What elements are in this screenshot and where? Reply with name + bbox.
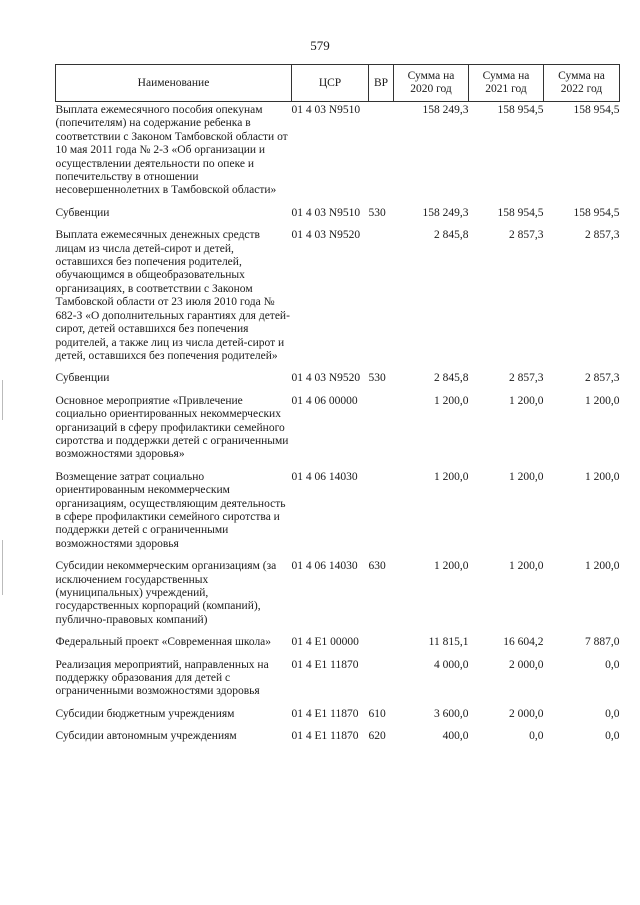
header-name: Наименование [56,65,292,102]
cell-sum-2020: 2 845,8 [434,229,469,242]
cell-sum-2021: 2 857,3 [509,372,544,385]
cell-vr [369,469,394,558]
cell-csr: 01 4 03 N9520 [291,229,361,242]
header-vr: ВР [369,65,394,102]
table-row [56,558,620,634]
table-body [56,102,620,751]
cell-csr: 01 4 06 14030 [291,470,358,483]
table-row [56,102,620,205]
cell-sum-2021: 2 000,0 [509,658,544,671]
cell-name: Возмещение затрат социально ориентированным некоммерческим организациям, осуществляющим деятельность в сфере профилактики семейного сиротства и поддержки детей с ограниченными возможностями здоровья [55,470,286,550]
cell-sum-2022: 1 200,0 [585,560,620,573]
cell-sum-2022: 1 200,0 [585,394,620,407]
cell-vr: 610 [368,707,386,720]
cell-vr [369,102,394,205]
cell-csr: 01 4 03 N9510 [291,104,361,116]
cell-name: Субсидии бюджетным учреждениям [55,707,235,720]
cell-sum-2020: 4 000,0 [434,658,469,671]
cell-sum-2020: 2 845,8 [434,372,469,385]
cell-name: Основное мероприятие «Привлечение социально ориентированных некоммерческих организаций в сферу профилактики семейного сиротства и поддержки детей с ограниченными возможностями здоровья» [55,394,289,461]
scan-margin-mark [2,380,3,420]
cell-sum-2022: 158 954,5 [573,206,620,219]
cell-sum-2021: 1 200,0 [509,470,544,483]
header-sum-2021: Сумма на 2021 год [469,65,544,102]
cell-name: Федеральный проект «Современная школа» [55,636,272,649]
cell-sum-2020: 3 600,0 [434,707,469,720]
cell-sum-2021: 0,0 [529,730,544,743]
cell-vr: 530 [368,206,386,219]
cell-csr: 01 4 03 N9510 [291,206,361,219]
cell-csr: 01 4 E1 11870 [291,730,359,743]
cell-sum-2022: 2 857,3 [585,229,620,242]
cell-name: Субвенции [55,206,110,219]
cell-sum-2022: 0,0 [605,707,620,720]
cell-name: Субвенции [55,372,110,385]
table-row [56,657,620,706]
cell-csr: 01 4 06 00000 [291,394,358,407]
scan-margin-mark [2,540,3,595]
cell-vr: 630 [368,560,386,573]
table-row [56,469,620,558]
cell-sum-2020: 400,0 [442,730,469,743]
cell-vr [369,657,394,706]
cell-sum-2021: 1 200,0 [509,394,544,407]
cell-name: Выплата ежемесячных денежных средств лицам из числа детей-сирот и детей, оставшихся без попечения родителей, обучающимся в общеобразовательных организациях, в соответствии с Законом Тамбовской области от 23 июля 2010 года № 682-З «О дополнительных гарантиях для детей-сирот, детей оставшихся без попечения родителей, а также лиц из числа детей-сирот и детей, оставшихся без попечения родителей» [55,229,290,362]
header-sum-2020: Сумма на 2020 год [394,65,469,102]
table-row [56,706,620,728]
cell-sum-2022: 7 887,0 [585,636,620,649]
table-header [56,65,620,102]
table-row [56,227,620,370]
cell-vr [369,634,394,656]
table-row [56,205,620,227]
budget-table [55,64,620,751]
cell-name: Реализация мероприятий, направленных на поддержку образования для детей с ограниченными возможностями здоровья [55,658,269,698]
cell-sum-2021: 2 000,0 [509,707,544,720]
cell-sum-2021: 158 954,5 [497,206,544,219]
cell-sum-2022: 0,0 [605,730,620,743]
cell-sum-2020: 1 200,0 [434,560,469,573]
cell-csr: 01 4 06 14030 [291,560,358,573]
cell-sum-2022: 2 857,3 [585,372,620,385]
cell-vr [369,227,394,370]
cell-name: Субсидии некоммерческим организациям (за исключением государственных (муниципальных) учреждений, государственных корпораций (компаний), публично-правовых компаний) [55,560,277,626]
cell-sum-2021: 2 857,3 [509,229,544,242]
cell-sum-2020: 158 249,3 [422,206,469,219]
table-row [56,393,620,469]
cell-vr [369,393,394,469]
cell-sum-2022: 1 200,0 [585,470,620,483]
cell-sum-2020: 1 200,0 [434,394,469,407]
cell-csr: 01 4 E1 11870 [291,707,359,720]
cell-vr: 620 [368,730,386,743]
cell-name: Субсидии автономным учреждениям [55,730,237,743]
cell-csr: 01 4 E1 11870 [291,658,359,671]
cell-sum-2020: 11 815,1 [428,636,469,649]
header-csr: ЦСР [292,65,369,102]
table-row [56,370,620,392]
table-row [56,634,620,656]
cell-csr: 01 4 E1 00000 [291,636,359,649]
cell-name: Выплата ежемесячного пособия опекунам (попечителям) на содержание ребенка в соответствии с Законом Тамбовской области от 10 мая 2011 года № 2-З «Об организации и осуществлении деятельности по опеке и попечительству в отношении несовершеннолетних в Тамбовской области» [55,104,288,197]
cell-sum-2021: 16 604,2 [503,636,544,649]
cell-csr: 01 4 03 N9520 [291,372,361,385]
cell-sum-2022: 158 954,5 [573,104,620,116]
table-row [56,728,620,750]
cell-vr: 530 [368,372,386,385]
cell-sum-2022: 0,0 [605,658,620,671]
cell-sum-2020: 1 200,0 [434,470,469,483]
cell-sum-2021: 1 200,0 [509,560,544,573]
cell-sum-2021: 158 954,5 [497,104,544,116]
header-sum-2022: Сумма на 2022 год [544,65,620,102]
page-number: 579 [310,38,330,53]
cell-sum-2020: 158 249,3 [422,104,469,116]
